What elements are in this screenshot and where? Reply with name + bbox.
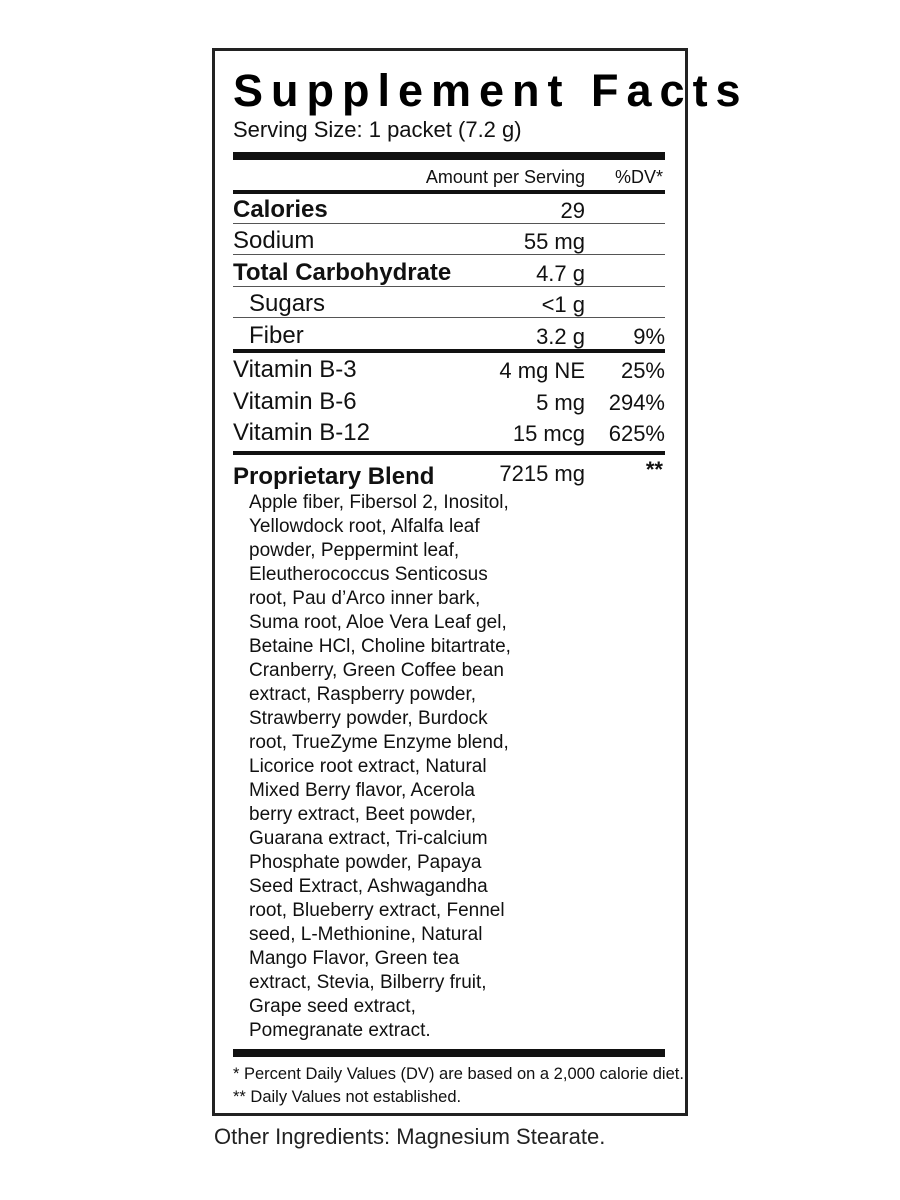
nutrient-name: Total Carbohydrate <box>233 259 452 286</box>
nutrient-row-total-carbohydrate <box>233 256 665 287</box>
nutrient-name: Sodium <box>233 227 315 254</box>
ingredient-line: Yellowdock root, Alfalfa leaf <box>249 516 480 537</box>
footnote-dv-not-established: ** Daily Values not established. <box>233 1088 462 1106</box>
divider-thick <box>233 152 665 160</box>
nutrient-name: Fiber <box>249 322 304 349</box>
ingredient-line: berry extract, Beet powder, <box>249 804 477 825</box>
row-divider <box>233 317 665 318</box>
other-ingredients: Other Ingredients: Magnesium Stearate. <box>214 1124 606 1149</box>
ingredient-line: Eleutherococcus Senticosus <box>249 564 488 585</box>
nutrient-amount: 55 mg <box>523 229 585 254</box>
nutrient-row-sugars <box>233 287 665 318</box>
ingredient-line: Strawberry powder, Burdock <box>249 708 488 729</box>
divider-thick <box>233 1049 665 1057</box>
blend-ingredients <box>249 491 529 1043</box>
nutrient-amount: 4 mg NE <box>499 358 585 383</box>
nutrient-name: Vitamin B-6 <box>233 388 357 415</box>
ingredient-line: extract, Raspberry powder, <box>249 684 477 705</box>
proprietary-blend-name: Proprietary Blend <box>233 463 435 490</box>
panel-title: Supplement Facts <box>233 65 749 116</box>
nutrient-row-vitamin-b12 <box>233 416 665 447</box>
nutrient-name: Calories <box>233 196 328 223</box>
daily-value-header: %DV* <box>614 167 663 187</box>
ingredient-line: Betaine HCl, Choline bitartrate, <box>249 636 511 657</box>
nutrient-dv: 625% <box>608 421 665 446</box>
nutrient-amount: <1 g <box>541 292 585 317</box>
nutrient-dv: 294% <box>608 390 665 415</box>
amount-per-serving-header: Amount per Serving <box>425 167 585 187</box>
nutrient-name: Vitamin B-3 <box>233 356 357 383</box>
nutrient-name: Vitamin B-12 <box>233 419 370 446</box>
ingredient-line: Seed Extract, Ashwagandha <box>249 876 488 897</box>
ingredient-line: powder, Peppermint leaf, <box>249 540 460 561</box>
footnote-dv-basis: * Percent Daily Values (DV) are based on a 2,000 calorie diet. <box>233 1065 684 1083</box>
ingredient-line: Pomegranate extract. <box>249 1020 431 1041</box>
serving-size: Serving Size: 1 packet (7.2 g) <box>233 117 522 142</box>
nutrient-amount: 3.2 g <box>536 324 585 349</box>
ingredient-line: extract, Stevia, Bilberry fruit, <box>249 972 487 993</box>
ingredient-line: Mango Flavor, Green tea <box>249 948 460 969</box>
ingredient-line: Cranberry, Green Coffee bean <box>249 660 504 681</box>
divider-medium <box>233 451 665 455</box>
proprietary-blend-amount: 7215 mg <box>499 461 585 486</box>
nutrient-dv: 9% <box>633 324 665 349</box>
nutrient-name: Sugars <box>249 290 326 317</box>
nutrient-amount: 15 mcg <box>512 421 585 446</box>
ingredient-line: Phosphate powder, Papaya <box>249 852 482 873</box>
ingredient-line: Guarana extract, Tri-calcium <box>249 828 488 849</box>
ingredient-line: Apple fiber, Fibersol 2, Inositol, <box>249 492 509 513</box>
proprietary-blend-dv: ** <box>645 457 663 482</box>
nutrient-amount: 29 <box>560 198 585 223</box>
supplement-facts-panel <box>212 48 749 1116</box>
nutrient-row-sodium <box>233 224 665 255</box>
ingredient-line: root, TrueZyme Enzyme blend, <box>249 732 509 753</box>
nutrient-amount: 5 mg <box>536 390 585 415</box>
ingredient-line: root, Blueberry extract, Fennel <box>249 900 505 921</box>
row-divider <box>233 254 665 255</box>
nutrient-dv: 25% <box>620 358 665 383</box>
nutrient-row-calories <box>233 193 665 224</box>
ingredient-line: Grape seed extract, <box>249 996 416 1017</box>
ingredient-line: seed, L-Methionine, Natural <box>249 924 483 945</box>
nutrient-row-fiber <box>233 319 665 350</box>
nutrient-row-vitamin-b6 <box>233 385 665 416</box>
ingredient-line: root, Pau d’Arco inner bark, <box>249 588 481 609</box>
ingredient-line: Licorice root extract, Natural <box>249 756 487 777</box>
nutrient-amount: 4.7 g <box>536 261 585 286</box>
nutrient-row-vitamin-b3 <box>233 353 665 384</box>
ingredient-line: Suma root, Aloe Vera Leaf gel, <box>249 612 507 633</box>
ingredient-line: Mixed Berry flavor, Acerola <box>249 780 475 801</box>
